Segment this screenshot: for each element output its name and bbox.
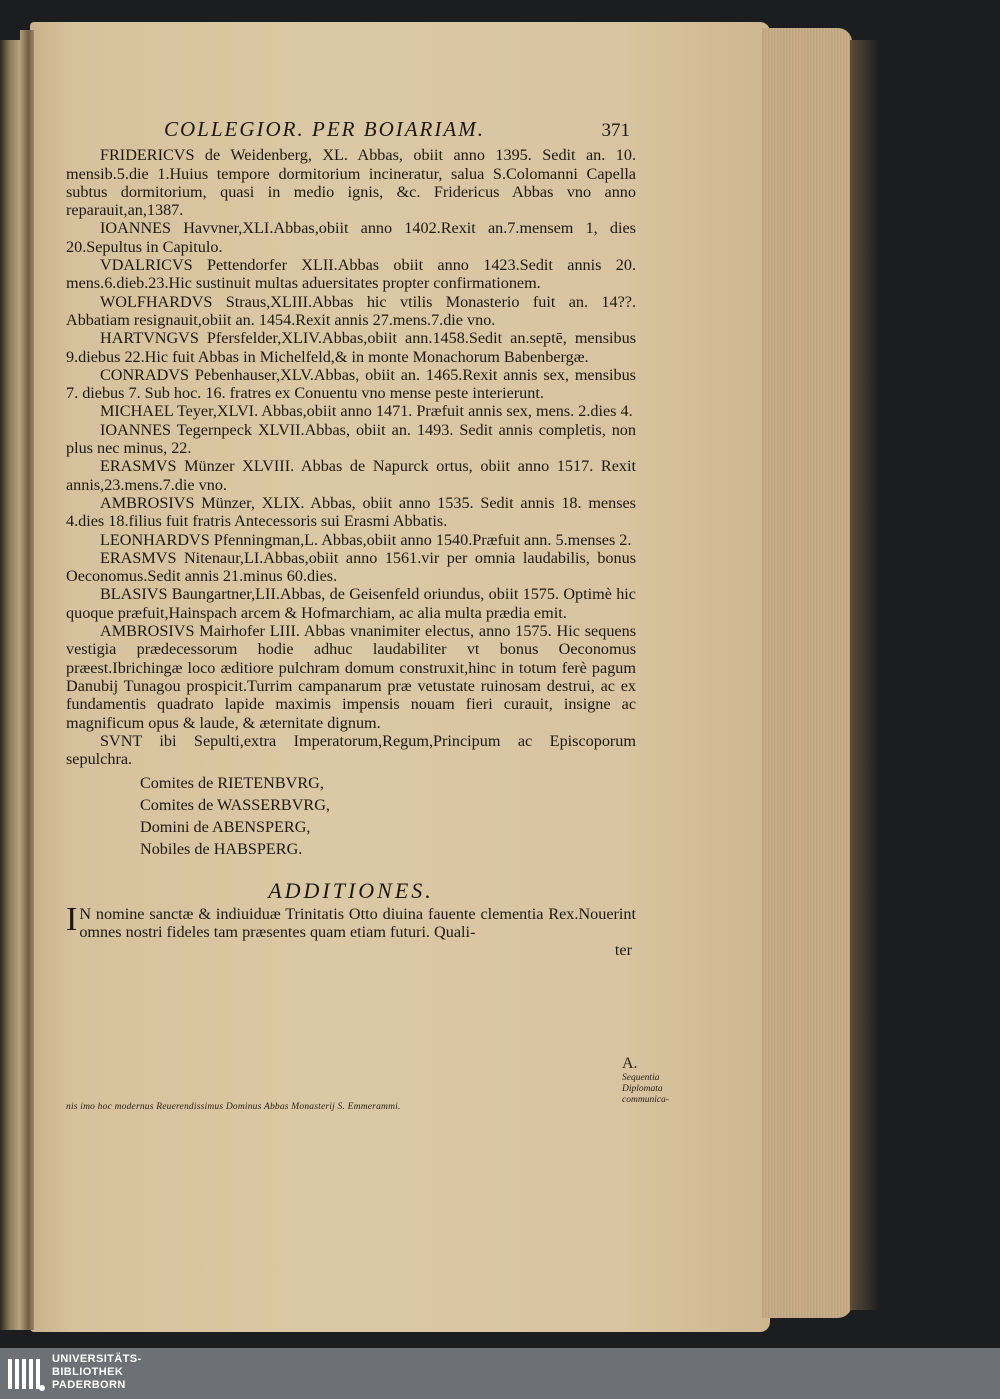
library-name-line: BIBLIOTHEK — [52, 1366, 124, 1378]
library-footer — [0, 1348, 1000, 1399]
abbot-entry: IOANNES Havvner,XLI.Abbas,obiit anno 1402.Rexit an.7.mensem 1, dies 20.Sepultus in Capitulo. — [66, 219, 636, 256]
abbot-entry: IOANNES Tegernpeck XLVII.Abbas, obiit an. 1493. Sedit annis completis, non plus nec minus, 22. — [66, 420, 636, 458]
abbot-entry: AMBROSIVS Münzer, XLIX. Abbas, obiit anno 1535. Sedit annis 18. menses 4.dies 18.filius fuit fratris Antecessoris sui Erasmi Abbatis. — [66, 493, 636, 531]
sepulti-list — [140, 772, 636, 860]
page-fore-edge — [762, 28, 852, 1318]
list-item: Domini de ABENSPERG, — [140, 818, 311, 837]
abbot-entry: LEONHARDVS Pfenningman,L. Abbas,obiit anno 1540.Præfuit ann. 5.menses 2. — [100, 530, 632, 549]
abbot-entry: ERASMVS Münzer XLVIII. Abbas de Napurck ortus, obiit anno 1517. Rexit annis,23.mens.7.die vno. — [66, 457, 636, 494]
abbot-entry: HARTVNGVS Pfersfelder,XLIV.Abbas,obiit ann.1458.Sedit an.septē, mensibus 9.diebus 22.Hic fuit Abbas in Michelfeld,& in monte Monachorum Babenbergæ. — [66, 329, 636, 366]
library-name-line: UNIVERSITÄTS- — [52, 1353, 142, 1365]
library-name — [52, 1353, 142, 1392]
abbot-entry: CONRADVS Pebenhauser,XLV.Abbas, obiit an. 1465.Rexit annis sex, mensibus 7. diebus 7. Sub hoc. 16. fratres ex Conuentu vno mense peste interierunt. — [66, 365, 636, 403]
list-item: Comites de RIETENBVRG, — [140, 774, 324, 793]
sepulti-intro: SVNT ibi Sepulti,extra Imperatorum,Regum,Principum ac Episcoporum sepulchra. — [66, 731, 636, 769]
abbot-entry: AMBROSIVS Mairhofer LIII. Abbas vnanimiter electus, anno 1575. Hic sequens vestigia prædecessorum hodie adhuc laudabiliter vt bonus Oeconomus præest.Ibrichingæ loco æditiore pulchram domum construxit,hinc in totum ferè pagum Danubij Tunagou prospicit.Turrim campanarum præ vetustate ruinosam destrui, ac ex fundamentis quadrato lapide maximis impensis nouam fieri curauit, insigne ac magnificum opus & laude, & æternitate dignum. — [66, 622, 636, 732]
list-item: Comites de WASSERBVRG, — [140, 796, 330, 815]
library-logo-icon — [6, 1355, 46, 1393]
book-gutter — [20, 30, 34, 1330]
catchword: ter — [614, 941, 632, 960]
section-heading: ADDITIONES. — [268, 878, 434, 904]
drop-initial: I — [66, 900, 78, 938]
abbot-entry: WOLFHARDVS Straus,XLIII.Abbas hic vtilis Monasterio fuit an. 14??. Abbatiam resignauit,obiit an. 1454.Rexit annis 27.mens.7.die vno. — [66, 292, 636, 329]
library-name-line: PADERBORN — [52, 1379, 126, 1391]
footnote: nis imo hoc modernus Reuerendissimus Dominus Abbas Monasterij S. Emmerammi. — [66, 1102, 401, 1112]
abbot-entry: FRIDERICVS de Weidenberg, XL. Abbas, obiit anno 1395. Sedit an. 10. mensib.5.die 1.Huius tempore dormitorium incineratur, salua S.Colomanni Capella subtus dormitorium, quasi in medio ignis, &c. Fridericus Abbas vno anno reparauit,an,1387. — [66, 146, 636, 220]
abbot-entry: BLASIVS Baungartner,LII.Abbas, de Geisenfeld oriundus, obiit 1575. Optimè hic quoque præfuit,Hainspach arcem & Hofmarchiam, ac alia multa prædia emit. — [66, 585, 636, 622]
abbot-entry: MICHAEL Teyer,XLVI. Abbas,obiit anno 1471. Præfuit annis sex, mens. 2.dies 4. — [100, 402, 633, 421]
page-text — [66, 117, 636, 960]
running-head — [66, 117, 636, 141]
abbot-entry: ERASMVS Nitenaur,LI.Abbas,obiit anno 1561.vir per omnia laudabilis, bonus Oeconomus.Sedit annis 21.minus 60.dies. — [66, 548, 636, 586]
margin-note-text: Sequentia Diplomata communica- — [622, 1073, 669, 1105]
page-number: 371 — [601, 120, 630, 141]
running-title: COLLEGIOR. PER BOIARIAM. — [164, 117, 485, 141]
margin-note-letter: A. — [622, 1055, 638, 1072]
abbot-entry: VDALRICVS Pettendorfer XLII.Abbas obiit anno 1423.Sedit annis 20. mens.6.dieb.23.Hic sustinuit multas aduersitates propter confirmationem. — [66, 256, 636, 293]
list-item: Nobiles de HABSPERG. — [140, 840, 303, 859]
fore-edge-shadow — [850, 40, 880, 1310]
charter-text: N nomine sanctæ & indiuiduæ Trinitatis Otto diuina fauente clementia Rex.Nouerint omnes nostri fideles tam præsentes quam etiam futuri. Quali- — [79, 904, 636, 941]
margin-note — [622, 1055, 682, 1106]
charter-opening — [66, 900, 636, 942]
